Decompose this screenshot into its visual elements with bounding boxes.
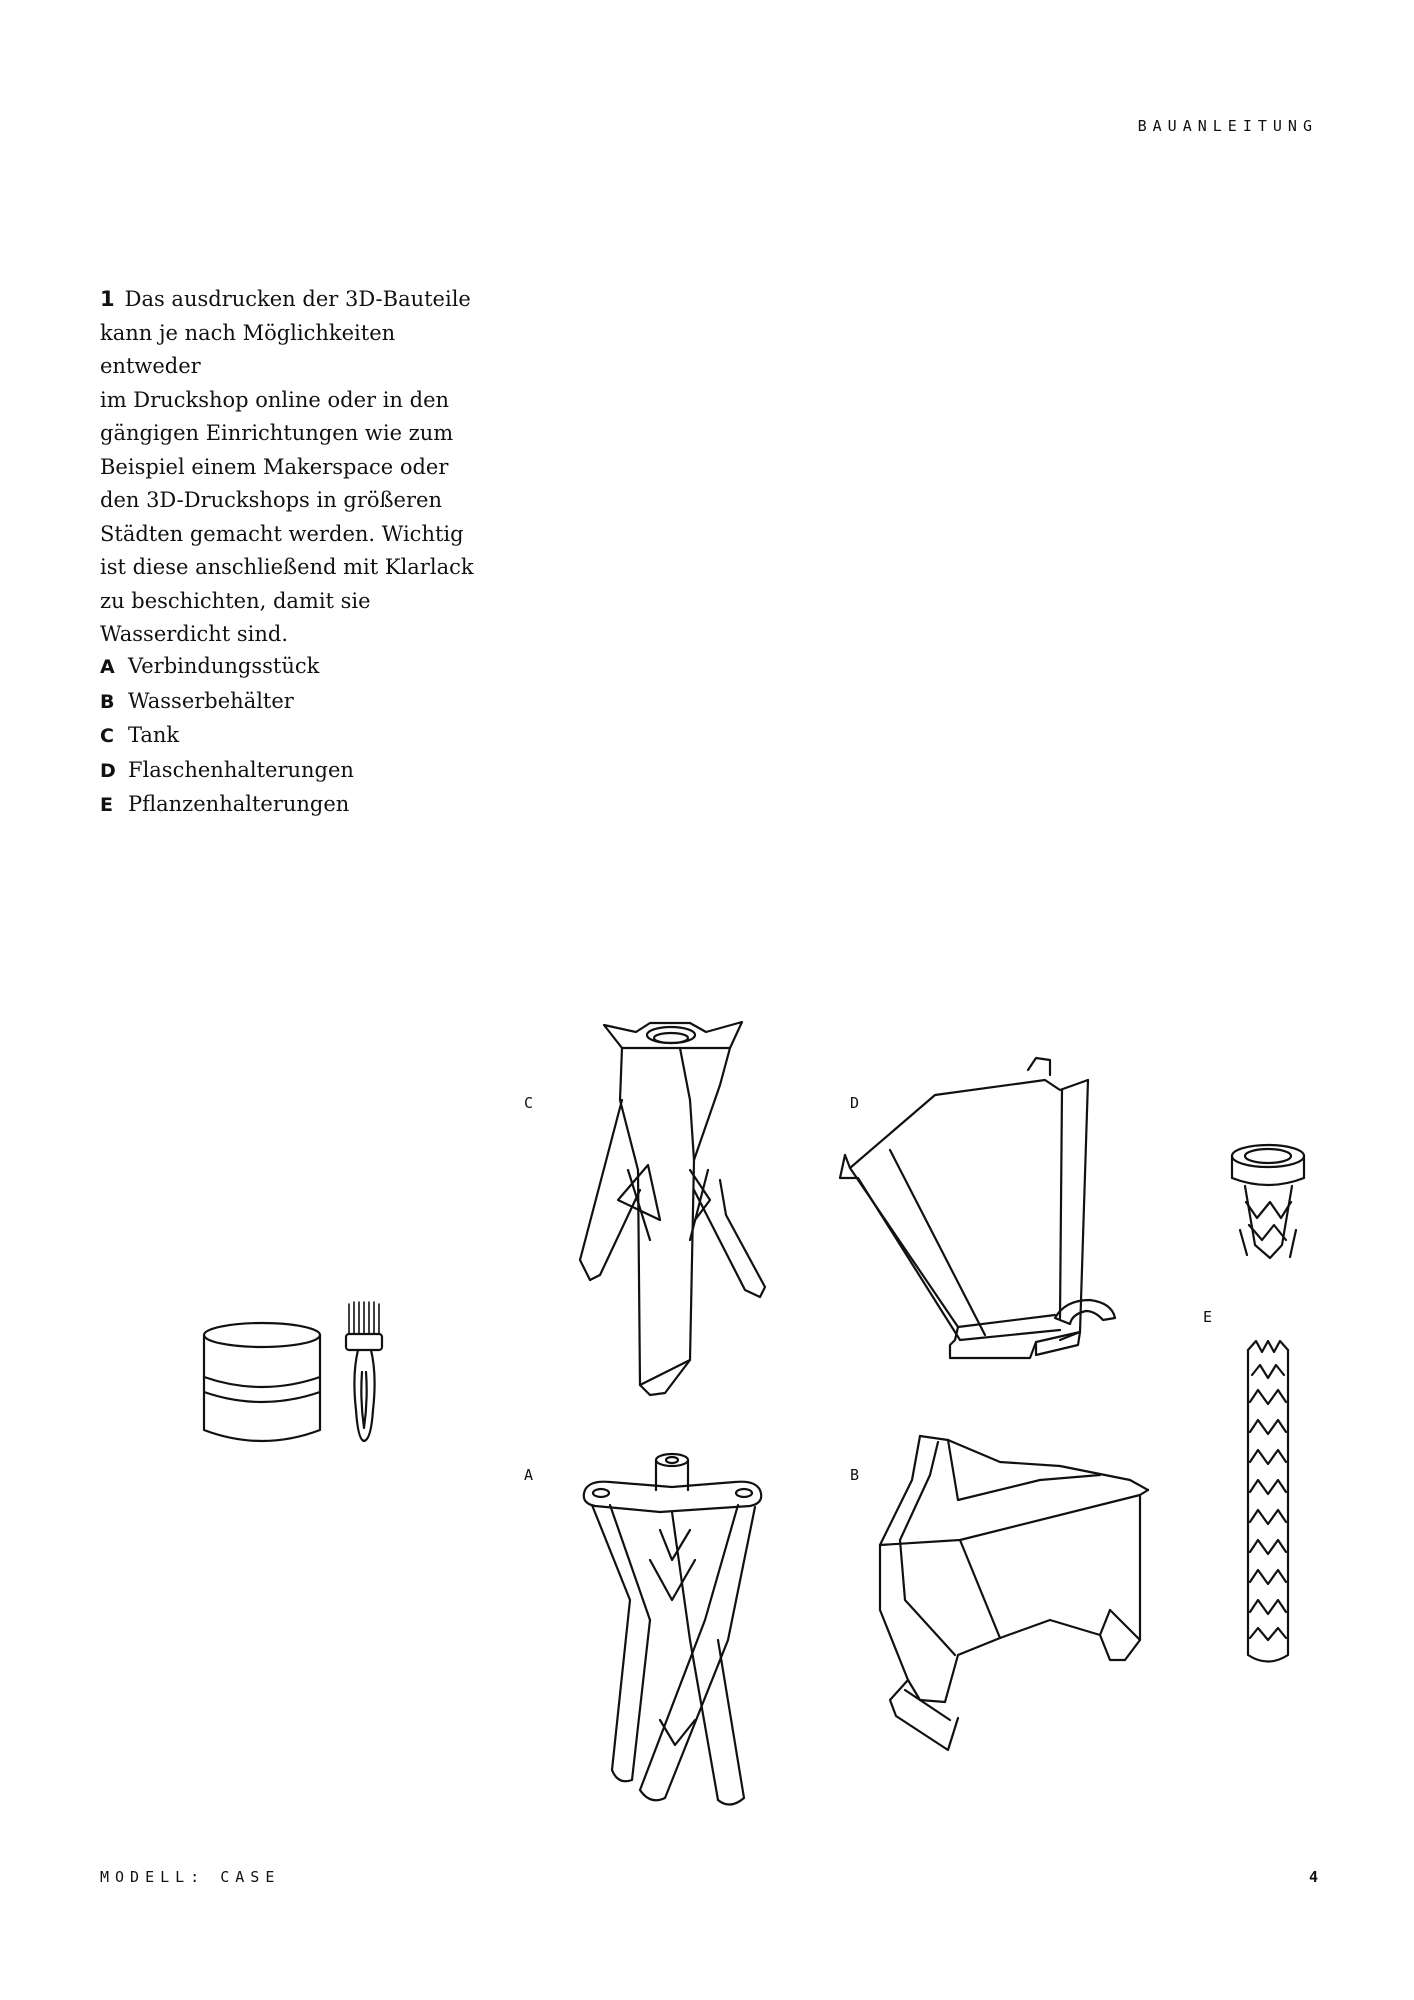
part-letter: D: [100, 759, 116, 782]
figure-label-b: B: [850, 1466, 860, 1484]
part-letter: E: [100, 794, 113, 816]
part-letter: C: [100, 725, 114, 747]
figure-label-a: A: [524, 1466, 534, 1484]
part-letter: B: [100, 690, 115, 713]
instruction-line: Wasserdicht sind.: [100, 622, 288, 646]
instruction-line: Das ausdrucken der 3D-Bauteile: [124, 287, 471, 311]
plant-holder-long: [1248, 1341, 1288, 1662]
bottle-holder-part: [840, 1058, 1115, 1358]
instruction-line: ist diese anschließend mit Klarlack: [100, 555, 474, 579]
instruction-line: kann je nach Möglichkeiten entweder: [100, 320, 396, 378]
instruction-line: im Druckshop online oder in den: [100, 387, 450, 412]
plant-holder-small: [1232, 1145, 1304, 1258]
instruction-line: gängigen Einrichtungen wie zum: [100, 421, 454, 445]
page-number: 4: [1308, 1868, 1318, 1886]
section-title: BAUANLEITUNG: [1137, 117, 1318, 135]
water-container-part: [880, 1436, 1148, 1750]
part-letter: A: [100, 656, 115, 678]
tank-part: [580, 1022, 765, 1395]
part-name: Pflanzenhalterungen: [128, 792, 350, 816]
figure-label-c: C: [524, 1094, 534, 1112]
instruction-line: den 3D-Druckshops in größeren: [100, 488, 442, 512]
part-name: Flaschenhalterungen: [128, 757, 354, 782]
instruction-line: zu beschichten, damit sie: [100, 588, 371, 613]
model-name: MODELL: CASE: [100, 1868, 281, 1886]
instruction-line: Beispiel einem Makerspace oder: [100, 454, 449, 479]
instruction-line: Städten gemacht werden. Wichtig: [100, 521, 464, 546]
part-name: Tank: [128, 723, 180, 747]
paint-brush: [346, 1302, 382, 1441]
figure-label-d: D: [850, 1094, 860, 1112]
step-number: 1: [100, 287, 115, 311]
part-name: Wasserbehälter: [128, 688, 294, 713]
figure-label-e: E: [1203, 1308, 1213, 1326]
part-name: Verbindungsstück: [128, 654, 320, 678]
varnish-can: [204, 1323, 320, 1441]
connector-part: [584, 1454, 762, 1805]
